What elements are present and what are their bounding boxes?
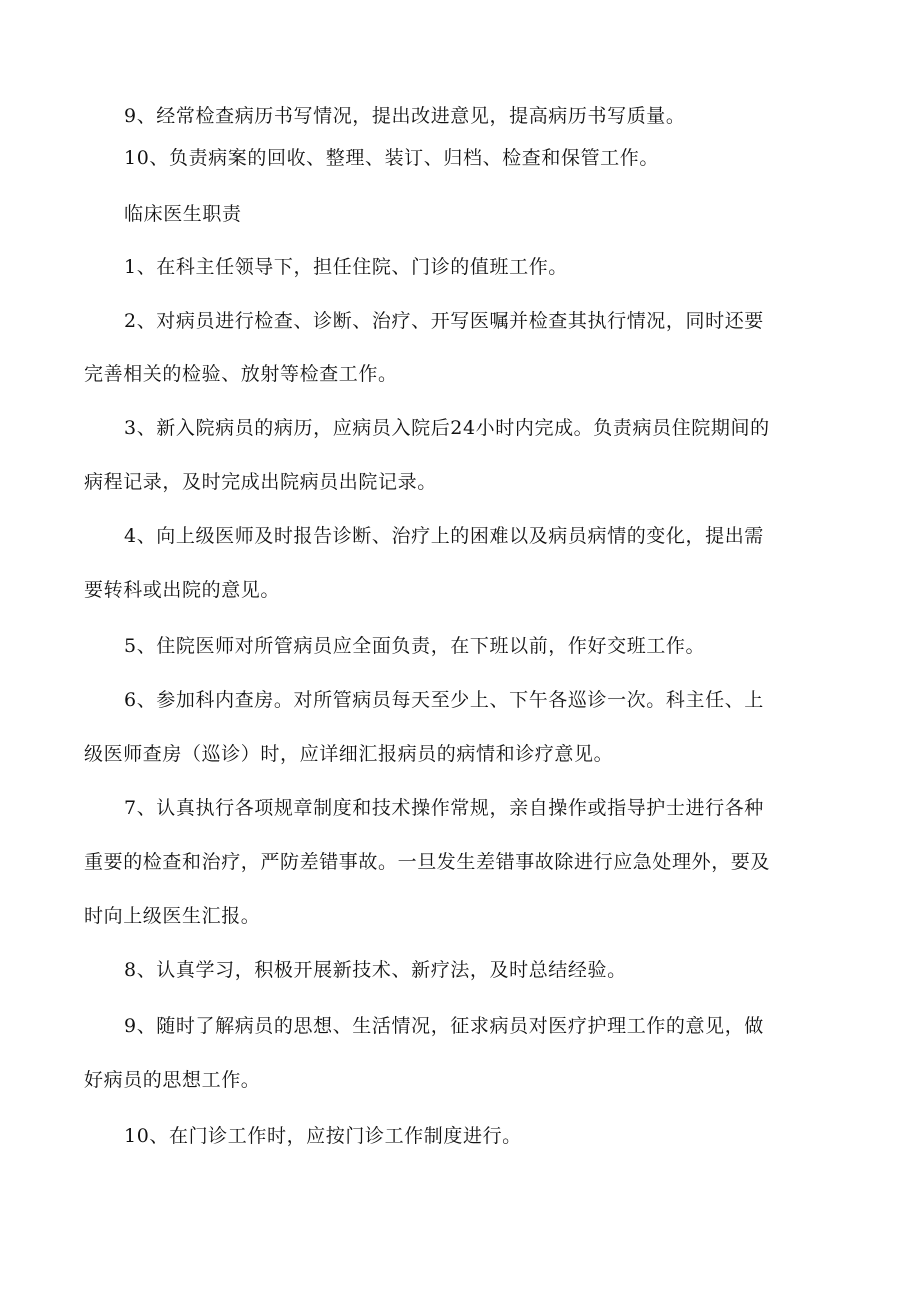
text-line: 2、对病员进行检查、诊断、治疗、开写医嘱并检查其执行情况，同时还要 <box>124 310 764 332</box>
section-heading: 临床医生职责 <box>124 203 242 225</box>
text-line: 7、认真执行各项规章制度和技术操作常规，亲自操作或指导护士进行各种 <box>124 797 764 819</box>
text-line: 8、认真学习，积极开展新技术、新疗法，及时总结经验。 <box>124 959 627 981</box>
text-line: 时向上级医生汇报。 <box>84 905 261 927</box>
text-line: 3、新入院病员的病历，应病员入院后24小时内完成。负责病员住院期间的 <box>124 417 770 439</box>
text-line: 完善相关的检验、放射等检查工作。 <box>84 363 398 385</box>
text-line: 5、住院医师对所管病员应全面负责，在下班以前，作好交班工作。 <box>124 635 706 657</box>
text-line: 10、在门诊工作时，应按门诊工作制度进行。 <box>124 1125 522 1147</box>
text-line: 4、向上级医师及时报告诊断、治疗上的困难以及病员病情的变化，提出需 <box>124 525 764 547</box>
text-line: 9、随时了解病员的思想、生活情况，征求病员对医疗护理工作的意见，做 <box>124 1015 764 1037</box>
text-line: 病程记录，及时完成出院病员出院记录。 <box>84 471 437 493</box>
text-line: 9、经常检查病历书写情况，提出改进意见，提高病历书写质量。 <box>124 105 686 127</box>
text-line: 1、在科主任领导下，担任住院、门诊的值班工作。 <box>124 256 568 278</box>
text-line: 10、负责病案的回收、整理、装订、归档、检查和保管工作。 <box>124 147 659 169</box>
text-line: 重要的检查和治疗，严防差错事故。一旦发生差错事故除进行应急处理外，要及 <box>84 851 771 873</box>
text-line: 6、参加科内查房。对所管病员每天至少上、下午各巡诊一次。科主任、上 <box>124 689 764 711</box>
text-line: 级医师查房（巡诊）时，应详细汇报病员的病情和诊疗意见。 <box>84 743 614 765</box>
text-line: 要转科或出院的意见。 <box>84 579 281 601</box>
text-line: 好病员的思想工作。 <box>84 1069 261 1091</box>
